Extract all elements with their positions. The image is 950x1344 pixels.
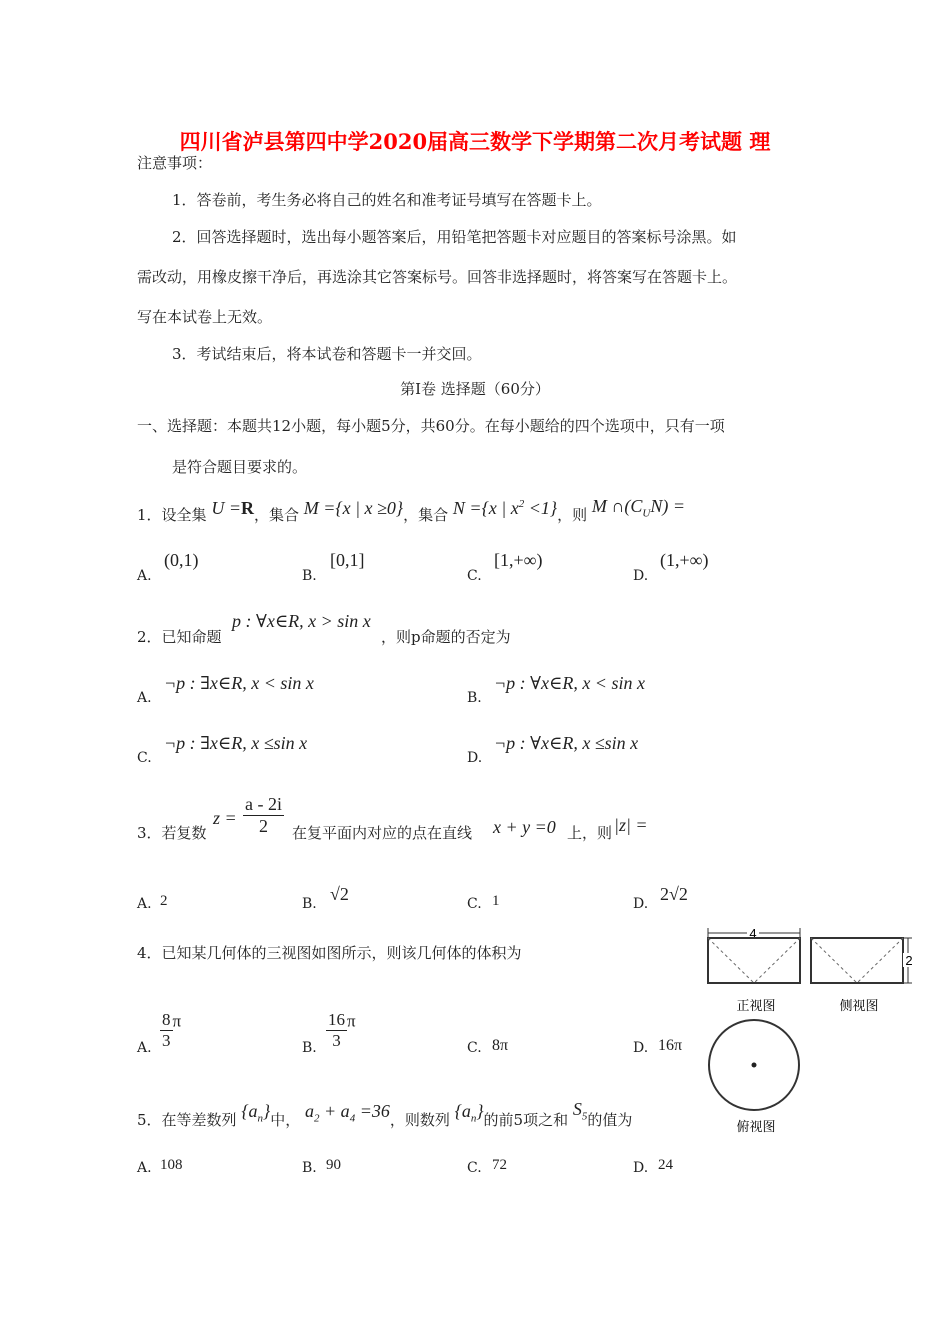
q4-option-c-label: C.	[467, 1040, 482, 1056]
q1-option-c-value: [1,+∞)	[494, 550, 543, 570]
q5-text-3: 的前5项之和	[483, 1111, 569, 1129]
q4-option-c-value: 8π	[492, 1037, 509, 1054]
q1-stem	[137, 496, 685, 528]
q5-option-b-label: B.	[302, 1160, 317, 1176]
q3-fraction-numerator: a - 2i	[245, 794, 282, 814]
q3-option-a-value: 2	[160, 893, 168, 909]
q3-option-d-value: 2√2	[660, 884, 688, 904]
q4-stem: 4．已知某几何体的三视图如图所示，则该几何体的体积为	[137, 944, 522, 962]
q5-sequence-end: }	[263, 1101, 271, 1121]
q3-line-equation: x + y =0	[493, 817, 556, 837]
q5-sequence-2-sub: n	[470, 1112, 477, 1125]
notice-item-2-line-3: 写在本试卷上无效。	[137, 308, 273, 326]
q4-option-a-numerator: 8	[162, 1010, 171, 1029]
q1-text-2: ，集合	[403, 506, 449, 524]
q5-sum: S	[572, 1099, 582, 1119]
q5-option-a-value: 108	[160, 1157, 183, 1173]
dim-height-label: 2	[905, 953, 913, 968]
q2-option-a-label: A.	[137, 690, 152, 706]
q5-option-a-label: A.	[137, 1160, 152, 1176]
notice-item-2-line-2: 需改动，用橡皮擦干净后，再选涂其它答案标号。回答非选择题时，将答案写在答题卡上。	[137, 268, 738, 286]
q1-number: 1．设全集	[137, 506, 207, 524]
q1-option-a-value: (0,1)	[164, 550, 199, 570]
q3-option-b-label: B.	[302, 896, 317, 912]
q1-set-n: N ={x | x	[452, 498, 519, 518]
q4-option-d-label: D.	[633, 1040, 649, 1056]
q1-universal-set: U =	[211, 498, 241, 518]
q5-tail: 的值为	[587, 1111, 633, 1129]
q5-option-c-value: 72	[492, 1157, 507, 1173]
q4-option-b-label: B.	[302, 1040, 317, 1056]
side-view-dashed	[811, 938, 903, 983]
q3-tail: 上，则	[567, 824, 613, 842]
notice-item-1: 1．答卷前，考生务必将自己的姓名和准考证号填写在答题卡上。	[172, 191, 602, 209]
q2-option-c-value: ¬p : ∃x∈R, x ≤sin x	[164, 733, 308, 753]
q1-real-set: R	[240, 498, 254, 518]
side-view-rect	[811, 938, 903, 983]
q4-option-a-value	[160, 1010, 181, 1051]
q5-sequence-2-end: }	[476, 1101, 484, 1121]
front-view-label: 正视图	[736, 999, 776, 1014]
q2-number: 2．已知命题	[137, 628, 222, 646]
q1-option-d-value: (1,+∞)	[660, 550, 709, 570]
part1-line-2: 是符合题目要求的。	[172, 458, 308, 476]
q4-option-b-denominator: 3	[332, 1031, 341, 1050]
q1-expression-sub: U	[642, 507, 651, 520]
q2-tail: ，则p命题的否定为	[381, 628, 511, 646]
q1-option-a-label: A.	[137, 568, 152, 584]
q1-expression-end: N) =	[650, 496, 685, 516]
q3-number: 3．若复数	[137, 824, 207, 842]
top-view-center-dot	[752, 1063, 757, 1068]
q5-cond-a: a	[305, 1101, 315, 1121]
q5-sequence-2: {a	[454, 1101, 471, 1121]
notice-item-2-line-1: 2．回答选择题时，选出每小题答案后，用铅笔把答题卡对应题目的答案标号涂黑。如	[172, 228, 737, 246]
three-view-figure	[700, 924, 920, 1144]
q1-text-1: ，集合	[253, 506, 299, 524]
q5-number: 5．在等差数列	[137, 1111, 237, 1129]
q3-option-d-label: D.	[633, 896, 649, 912]
q2-option-b-label: B.	[467, 690, 482, 706]
q3-fraction-denominator: 2	[258, 816, 268, 836]
q5-cond-eq: =36	[355, 1101, 390, 1121]
front-view-rect	[708, 938, 800, 983]
section-title: 第Ⅰ卷 选择题（60分）	[400, 380, 550, 398]
q5-sequence-sub: n	[257, 1112, 264, 1125]
q5-option-b-value: 90	[326, 1157, 341, 1173]
q1-option-c-label: C.	[467, 568, 482, 584]
q5-cond-sub-1: 2	[314, 1112, 320, 1125]
q3-middle-text: 在复平面内对应的点在直线	[292, 824, 473, 842]
q3-modulus: |z| =	[614, 815, 648, 835]
q2-option-d-label: D.	[467, 750, 483, 766]
q1-set-n-exponent: 2	[518, 498, 525, 510]
q3-fraction	[243, 794, 284, 837]
q5-text-1: 中，	[270, 1111, 301, 1129]
q4-option-b-numerator: 16	[328, 1010, 345, 1029]
q3-option-b-value: √2	[330, 884, 349, 904]
q5-option-c-label: C.	[467, 1160, 482, 1176]
q1-option-d-label: D.	[633, 568, 649, 584]
q1-option-b-value: [0,1]	[330, 550, 365, 570]
q1-expression: M ∩(C	[591, 496, 643, 516]
q4-option-a-label: A.	[137, 1040, 152, 1056]
q1-set-m: M ={x | x ≥0}	[303, 498, 404, 518]
q3-option-a-label: A.	[137, 896, 152, 912]
q5-option-d-label: D.	[633, 1160, 649, 1176]
q5-cond-plus: + a	[319, 1101, 350, 1121]
q5-sum-sub: 5	[581, 1110, 588, 1123]
notice-heading: 注意事项：	[137, 154, 213, 172]
q4-option-b-pi: π	[347, 1011, 356, 1031]
dim-width-label: 4	[749, 926, 757, 941]
top-view-label: 俯视图	[736, 1120, 776, 1135]
notice-item-3: 3．考试结束后，将本试卷和答题卡一并交回。	[172, 345, 482, 363]
page-title: 四川省泸县第四中学2020届高三数学下学期第二次月考试题 理	[179, 129, 771, 154]
q5-cond-sub-2: 4	[349, 1112, 356, 1125]
part1-line-1: 一、选择题：本题共12小题，每小题5分，共60分。在每小题给的四个选项中，只有一项	[137, 417, 725, 435]
q2-option-b-value: ¬p : ∀x∈R, x < sin x	[494, 673, 645, 693]
q4-option-a-denominator: 3	[162, 1031, 171, 1050]
front-view-dashed	[708, 938, 800, 983]
q4-option-a-pi: π	[172, 1011, 182, 1031]
q2-option-a-value: ¬p : ∃x∈R, x < sin x	[164, 673, 314, 693]
q1-option-b-label: B.	[302, 568, 317, 584]
q1-text-3: ，则	[557, 506, 588, 524]
q3-option-c-value: 1	[492, 893, 500, 909]
q2-proposition: p : ∀x∈R, x > sin x	[232, 611, 371, 631]
side-view-label: 侧视图	[839, 999, 879, 1014]
q2-option-d-value: ¬p : ∀x∈R, x ≤sin x	[494, 733, 639, 753]
q5-option-d-value: 24	[658, 1157, 673, 1173]
q1-set-n-end: <1}	[524, 498, 558, 518]
q5-stem	[137, 1099, 633, 1133]
q4-option-b-value	[326, 1010, 356, 1051]
q3-option-c-label: C.	[467, 896, 482, 912]
q4-option-d-value: 16π	[658, 1037, 683, 1054]
q2-option-c-label: C.	[137, 750, 152, 766]
q5-text-2: ，则数列	[389, 1111, 450, 1129]
q3-z: z =	[213, 808, 237, 828]
q5-sequence: {a	[241, 1101, 258, 1121]
